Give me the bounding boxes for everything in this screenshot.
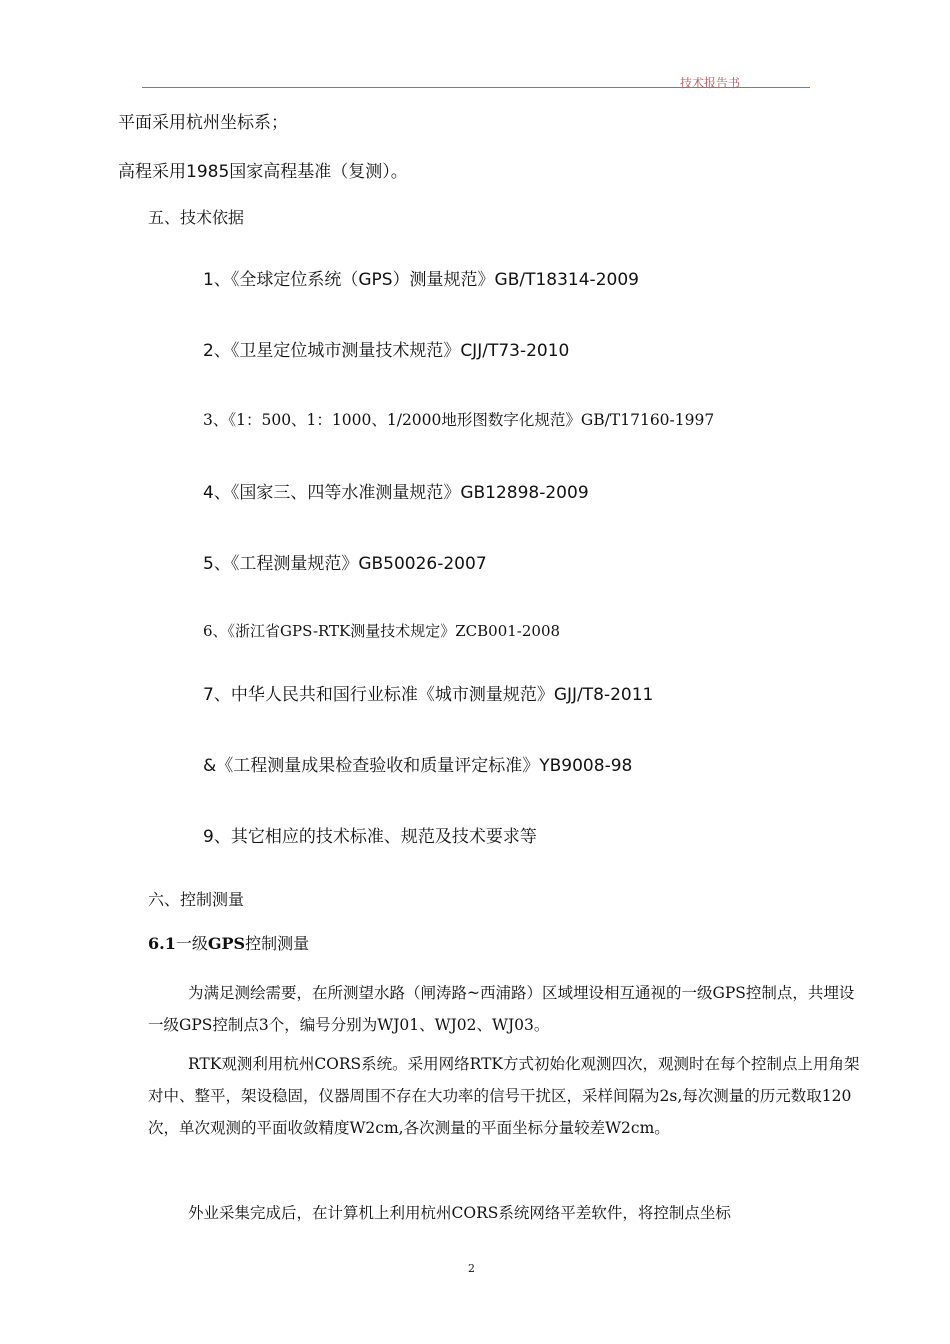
- subsection-gps: GPS: [207, 934, 246, 953]
- header-title: 技术报告书: [680, 76, 741, 90]
- reference-item-1: 1、《全球定位系统（GPS）测量规范》GB/T18314-2009: [203, 270, 639, 290]
- page-number: 2: [468, 1262, 475, 1275]
- paragraph-adjustment: 外业采集完成后，在计算机上利用杭州CORS系统网络平差软件，将控制点坐标: [188, 1204, 731, 1222]
- paragraph-rtk-observation: RTK观测利用杭州CORS系统。采用网络RTK方式初始化观测四次，观测时在每个控制点上用角架对中、整平，架设稳固，仪器周围不存在大功率的信号干扰区，采样间隔为2s,每次测量的历元数取120次，单次观测的平面收敛精度W2cm,各次测量的平面坐标分量较差W2cm。: [148, 1055, 860, 1137]
- reference-item-6: 6、《浙江省GPS-RTK测量技术规定》ZCB001-2008: [203, 622, 561, 640]
- section-5-heading: 五、技术依据: [148, 208, 245, 227]
- paragraph-control-points: 为满足测绘需要，在所测望水路（闸涛路~西浦路）区域埋设相互通视的一级GPS控制点，共埋设一级GPS控制点3个，编号分别为WJ01、WJ02、WJ03。: [148, 984, 855, 1034]
- reference-item-7: 7、中华人民共和国行业标准《城市测量规范》GJJ/T8-2011: [203, 685, 654, 705]
- elevation-datum-line: 高程采用1985国家高程基准（复测）。: [118, 162, 408, 182]
- section-6-heading: 六、控制测量: [148, 890, 245, 909]
- reference-item-4: 4、《国家三、四等水准测量规范》GB12898-2009: [203, 483, 589, 503]
- reference-item-5: 5、《工程测量规范》GB50026-2007: [203, 554, 487, 574]
- reference-item-9: 9、其它相应的技术标准、规范及技术要求等: [203, 827, 537, 847]
- subsection-6-1-heading: [148, 931, 309, 954]
- reference-item-3: 3、《1：500、1：1000、1/2000地形图数字化规范》GB/T17160-1997: [203, 411, 715, 429]
- subsection-title: 控制测量: [245, 934, 310, 953]
- subsection-level: 一级: [175, 934, 208, 953]
- coord-system-line: 平面采用杭州坐标系；: [118, 113, 288, 133]
- header-rule: [142, 87, 810, 88]
- subsection-number: 6.1: [148, 934, 176, 953]
- reference-item-8: &《工程测量成果检查验收和质量评定标准》YB9008-98: [203, 756, 633, 776]
- reference-item-2: 2、《卫星定位城市测量技术规范》CJJ/T73-2010: [203, 341, 570, 361]
